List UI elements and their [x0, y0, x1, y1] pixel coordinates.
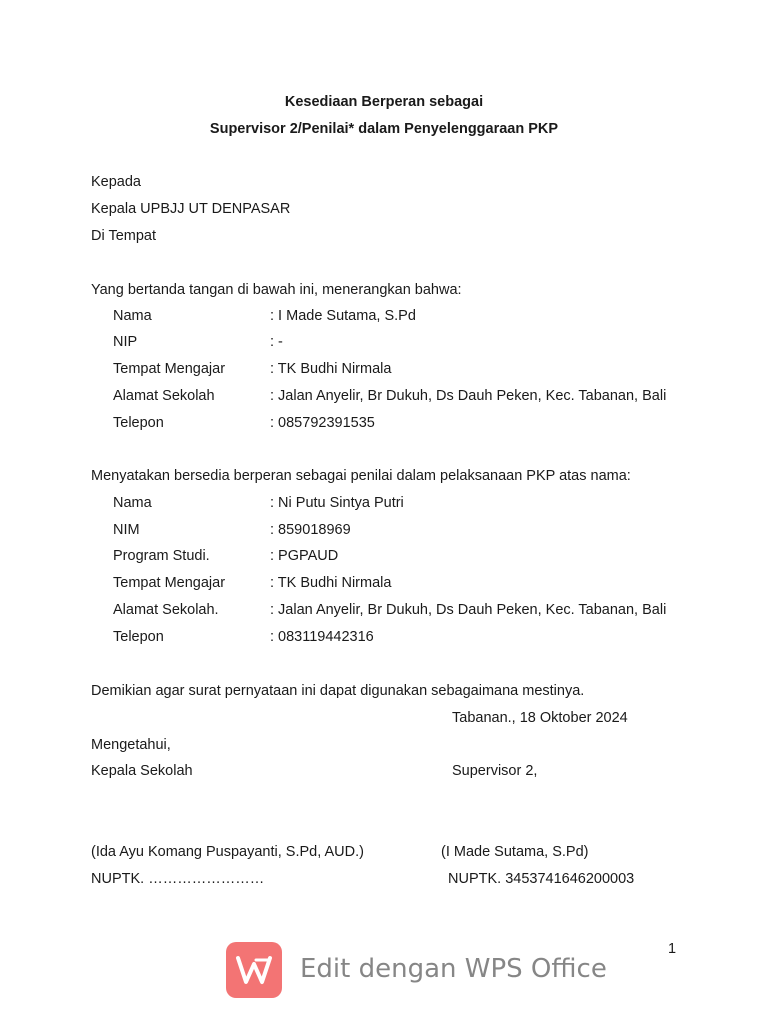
signer-value: : TK Budhi Nirmala: [270, 361, 392, 377]
edit-with-wps-label[interactable]: Edit dengan WPS Office: [300, 954, 607, 984]
principal-nuptk: NUPTK. ……………………: [91, 871, 265, 887]
wps-office-logo-icon: [226, 942, 282, 998]
student-label: Telepon: [113, 629, 164, 645]
student-value: : 083119442316: [270, 629, 374, 645]
signer-label: Nama: [113, 308, 152, 324]
principal-name: (Ida Ayu Komang Puspayanti, S.Pd, AUD.): [91, 844, 364, 860]
student-value: : PGPAUD: [270, 548, 339, 564]
student-label: Tempat Mengajar: [113, 575, 226, 591]
acknowledged-label: Mengetahui,: [91, 737, 171, 753]
document-title-line1: Kesediaan Berperan sebagai: [284, 94, 484, 110]
principal-role: Kepala Sekolah: [91, 763, 193, 779]
signer-value: : Jalan Anyelir, Br Dukuh, Ds Dauh Peken, Kec. Tabanan, Bali: [270, 388, 667, 404]
signer-value: : I Made Sutama, S.Pd: [270, 308, 416, 324]
signer-value: : -: [270, 334, 283, 350]
student-label: Program Studi.: [113, 548, 210, 564]
student-label: Nama: [113, 495, 152, 511]
signer-value: : 085792391535: [270, 415, 375, 431]
signer-label: Alamat Sekolah: [113, 388, 215, 404]
student-label: Alamat Sekolah.: [113, 602, 219, 618]
student-value: : TK Budhi Nirmala: [270, 575, 392, 591]
closing-text: Demikian agar surat pernyataan ini dapat digunakan sebagaimana mestinya.: [91, 683, 585, 699]
signer-label: NIP: [113, 334, 138, 350]
edit-with-wps-banner[interactable]: [226, 942, 607, 1004]
page-number: 1: [668, 941, 677, 957]
signer-label: Tempat Mengajar: [113, 361, 226, 377]
intro-text: Yang bertanda tangan di bawah ini, menerangkan bahwa:: [91, 282, 462, 298]
student-label: NIM: [113, 522, 140, 538]
student-value: : Ni Putu Sintya Putri: [270, 495, 404, 511]
statement-text: Menyatakan bersedia berperan sebagai penilai dalam pelaksanaan PKP atas nama:: [91, 468, 631, 484]
student-value: : Jalan Anyelir, Br Dukuh, Ds Dauh Peken, Kec. Tabanan, Bali: [270, 602, 667, 618]
recipient-line2: Kepala UPBJJ UT DENPASAR: [91, 201, 291, 217]
supervisor-name: (I Made Sutama, S.Pd): [441, 844, 589, 860]
recipient-line1: Kepada: [91, 174, 141, 190]
recipient-line3: Di Tempat: [91, 228, 157, 244]
supervisor-role: Supervisor 2,: [452, 763, 538, 779]
supervisor-nuptk: NUPTK. 3453741646200003: [448, 871, 635, 887]
document-title-line2: Supervisor 2/Penilai* dalam Penyelenggaraan PKP: [209, 121, 559, 137]
signer-label: Telepon: [113, 415, 164, 431]
student-value: : 859018969: [270, 522, 351, 538]
date-place: Tabanan., 18 Oktober 2024: [452, 710, 628, 726]
